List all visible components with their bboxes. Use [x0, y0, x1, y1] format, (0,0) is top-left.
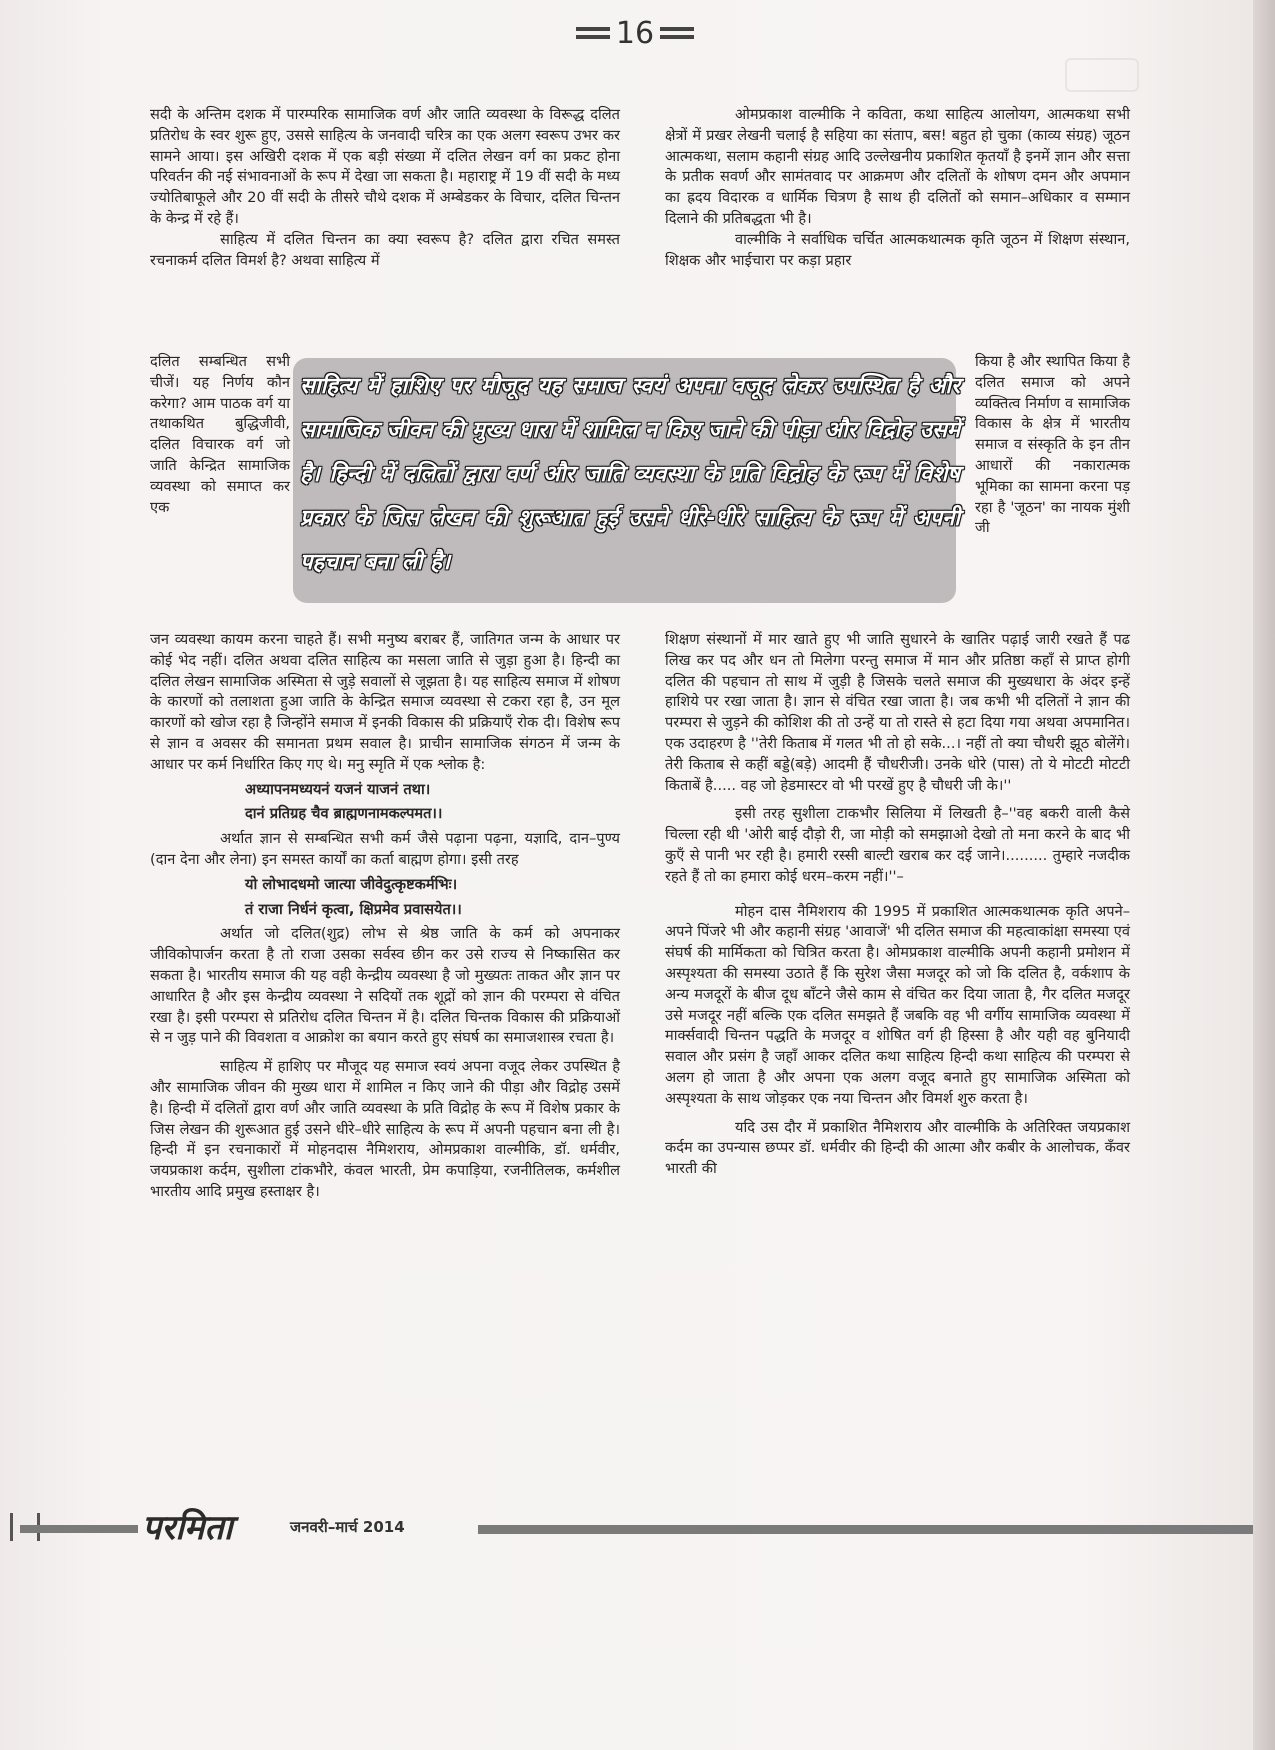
paragraph: ओमप्रकाश वाल्मीकि ने कविता, कथा साहित्य आलोयग, आत्मकथा सभी क्षेत्रों में प्रखर लेखनी चलाई है सहिया का संताप, बस! बहुत हो चुका (काव्य संग्रह) जूठन आत्मकथा, सलाम कहानी संग्रह आदि उल्लेखनीय प्रकाशित कृतयाँ है इनमें ज्ञान और सत्ता के प्रतीक सवर्ण और सामंतवाद पर आक्रमण और दलितों के शोषण दमन और अपमान का ह्रदय विदारक व धार्मिक चित्रण है साथ ही दलितों को समान–अधिकार व सम्मान दिलाने की प्रतिबद्धता भी है।	[665, 106, 1130, 227]
sanskrit-verse: दानं प्रतिग्रह चैव ब्राह्मणनामकल्पमत।।	[245, 805, 443, 823]
right-wrap-text	[975, 352, 1130, 539]
wrap-text: किया है और स्थापित किया है दलित समाज को अपने व्यक्तित्व निर्माण व सामाजिक विकास के क्षेत्र में भारतीय समाज व संस्कृति के इन तीन आधारों की नकारात्मक भूमिका का सामना करना पड़ रहा है 'जूठन' का नायक मुंशी जी	[975, 353, 1130, 537]
page-footer	[0, 1503, 1275, 1553]
page-gutter	[1253, 0, 1275, 1750]
paragraph: अर्थात जो दलित(शुद्र) लोभ से श्रेष्ठ जाति के कर्म को अपनाकर जीविकोपार्जन करता है तो राजा उसका सर्वस्व छीन कर उसे राज्य से निष्कासित कर सकता है। भारतीय समाज की यह वही केन्द्रीय व्यवस्था है जो मुख्यतः ताकत और ज्ञान पर आधारित है और इस केन्द्रीय व्यवस्था ने सदियों तक शूद्रों को ज्ञान की परम्परा से वंचित रखा है। इसी परम्परा से प्रतिरोध दलित चिन्तन में है। दलित चिन्तक विकास की प्रक्रियाओं से न जुड़ पाने की विवशता व आक्रोश का बयान करते हुए संघर्ष का समाजशास्त्र रचता है।	[150, 925, 620, 1047]
paragraph: जन व्यवस्था कायम करना चाहते हैं। सभी मनुष्य बराबर हैं, जातिगत जन्म के आधार पर कोई भेद नहीं। दलित अथवा दलित साहित्य का मसला जाति से जुड़ा हुआ है। हिन्दी का दलित लेखन सामाजिक अस्मिता से जुड़े सवालों से जूझता है। यह साहित्य समाज में शोषण के कारणों को तलाशता हुआ जाति के केन्द्रित समाज व्यवस्था से टकरा रहा है, उन मूल कारणों को खोज रहा है जिन्होंने समाज में इनकी विकास की प्रक्रियाएँ रोक दी। विशेष रूप से ज्ञान व अवसर की समानता प्रथम सवाल है। प्राचीन सामाजिक संगठन में जन्म के आधार पर कर्म निर्धारित किए गए थे। मनु स्मृति में एक श्लोक है:	[150, 631, 620, 773]
paragraph: वाल्मीकि ने सर्वाधिक चर्चित आत्मकथात्मक कृति जूठन में शिक्षण संस्थान, शिक्षक और भाईचारा पर कड़ा प्रहार	[665, 230, 1130, 269]
wrap-text: दलित सम्बन्धित सभी चीजें। यह निर्णय कौन करेगा? आम पाठक वर्ग या तथाकथित बुद्धिजीवी, दलित विचारक वर्ग जो जाति केन्द्रित सामाजिक व्यवस्था को समाप्त कर एक	[150, 353, 290, 516]
left-column-top	[150, 105, 620, 271]
paragraph: यदि उस दौर में प्रकाशित नैमिशराय और वाल्मीकि के अतिरिक्त जयप्रकाश कर्दम का उपन्यास छप्पर डॉ. धर्मवीर की हिन्दी की आत्मा और कबीर के आलोचक, कँवर भारती की	[665, 1118, 1130, 1178]
left-wrap-text	[150, 352, 290, 518]
paragraph: मोहन दास नैमिशराय की 1995 में प्रकाशित आत्मकथात्मक कृति अपने–अपने पिंजरे भी और कहानी संग्रह 'आवाजें' भी दलित समाज की महत्वाकांक्षा समस्या एवं संघर्ष की मार्मिकता को चित्रित करता है। ओमप्रकाश वाल्मीकि अपनी कहानी प्रमोशन में अस्पृश्यता की समस्या उठाते हैं कि सुरेश जैसा मजदूर को जो कि दलित है, वर्कशाप के अन्य मजदूरों के बीज दूध बाँटने जैसे काम से वंचित कर दिया जाता है, गैर दलित मजदूर उसे मजदूर नहीं बल्कि एक दलित समझते हैं जबकि वह भी वर्गीय सामाजिक व्यवस्था में मार्क्सवादी चिन्तन पद्धति के मजदूर व शोषित वर्ग ही हिस्सा है और यही वह बुनियादी सवाल और प्रसंग है जहाँ आकर दलित कथा साहित्य हिन्दी कथा साहित्य की परम्परा से अलग हो जाता है और अपना एक अलग वजूद बनाते हुए सामाजिक अस्मिता को अस्पृश्यता के साथ जोड़कर एक नया चिन्तन और विमर्श शुरु करता है।	[665, 902, 1130, 1107]
paragraph: शिक्षण संस्थानों में मार खाते हुए भी जाति सुधारने के खातिर पढ़ाई जारी रखते हैं पढ लिख कर पद और धन तो मिलेगा परन्तु समाज में मान और प्रतिष्ठा कहाँ से प्राप्त होगी दलित की पहचान तो साथ में जुड़ी है जिसके चलते समाज की मुख्यधारा के अंदर इन्हें हाशिये पर रखा जाता है। ज्ञान से वंचित रखा जाता है। जब कभी भी दलितों ने ज्ञान की परम्परा से जुड़ने की कोशिश की तो उन्हें या तो रास्ते से हटा दिया गया अथवा अपमानित। एक उदाहरण है ''तेरी किताब में गलत भी तो हो सके...। नहीं तो क्या चौधरी झूठ बोलेंगे। तेरी किताब से कहीं बड्डे(बड़े) आदमी हैं चौधरीजी। उनके धोरे (पास) तो ये मोटटी मोटटी किताबें है..... वह जो हेडमास्टर वो भी परखें हुए है चौधरी जी के।''	[665, 631, 1130, 794]
left-column	[150, 630, 620, 1203]
page-number-ornament	[570, 12, 700, 54]
paragraph: सदी के अन्तिम दशक में पारम्परिक सामाजिक वर्ण और जाति व्यवस्था के विरूद्ध दलित प्रतिरोध के स्वर शुरू हुए, उससे साहित्य के जनवादी चरित्र का एक अलग स्वरूप उभर कर सामने आया। इस अखिरी दशक में एक बड़ी संख्या में दलित लेखन वर्ग का प्रकट होना परिवर्तन की नई संभावनाओं के रूप में देखा जा सकता है। महाराष्ट्र में 19 वीं सदी के मध्य ज्योतिबाफूले और 20 वीं सदी के तीसरे चौथे दशक में अम्बेडकर के विचार, दलित चिन्तन के केन्द्र में रहे हैं।	[150, 106, 620, 227]
sanskrit-verse: अध्यापनमध्ययनं यजनं याजनं तथा।	[245, 780, 431, 798]
sanskrit-verse: यो लोभादधमो जात्या जीवेदुत्कृष्टकर्मभिः।	[245, 875, 458, 893]
footer-right-rule	[478, 1525, 1253, 1534]
page-number: 16	[615, 15, 655, 51]
magazine-name: परमिता	[142, 1508, 233, 1548]
issue-date: जनवरी–मार्च 2014	[290, 1518, 405, 1536]
ornament-left-bar	[576, 27, 610, 31]
paragraph: साहित्य में हाशिए पर मौजूद यह समाज स्वयं अपना वजूद लेकर उपस्थित है और सामाजिक जीवन की मुख्य धारा में शामिल न किए जाने की पीड़ा और विद्रोह उसमें है। हिन्दी में दलितों द्वारा वर्ण और जाति व्यवस्था के प्रति विद्रोह के रूप में विशेष प्रकार के जिस लेखन की शुरूआत हुई उसने धीरे–धीरे साहित्य के रूप में अपनी पहचान बना ली है। हिन्दी में इन रचनाकारों में मोहनदास नैमिशराय, ओमप्रकाश वाल्मीकि, डॉ. धर्मवीर, जयप्रकाश कर्दम, सुशीला टांकभौरे, कंवल भारती, प्रेम कपाड़िया, रजनीतिलक, कर्मशील भारतीय आदि प्रमुख हस्ताक्षर है।	[150, 1058, 620, 1200]
right-column-top	[665, 105, 1130, 271]
paragraph: अर्थात ज्ञान से सम्बन्धित सभी कर्म जैसे पढ़ाना पढ़ना, यज्ञादि, दान–पुण्य (दान देना और लेना) इन समस्त कार्यों का कर्ता बाह्मण होगा। इसी तरह	[150, 830, 620, 868]
sanskrit-verse: तं राजा निर्धनं कृत्वा, क्षिप्रमेव प्रवासयेत।।	[245, 900, 462, 918]
footer-left-rule	[20, 1525, 138, 1533]
right-column	[665, 630, 1130, 1180]
ornament-right-bar	[660, 27, 694, 31]
paragraph: इसी तरह सुशीला टाकभौर सिलिया में लिखती है–''वह बकरी वाली कैसे चिल्ला रही थी 'ओरी बाई दौड़ो री, जा मोड़ी को समझाओ देखो तो मना करने के बाद भी कुएँ से पानी भर रही है। हमारी रस्सी बाल्टी खराब कर दई जाने।......... तुम्हारे नजदीक रहते हैं तो का हमारा कोई धरम–करम नहीं।''–	[665, 805, 1130, 885]
paragraph: साहित्य में दलित चिन्तन का क्या स्वरूप है? दलित द्वारा रचित समस्त रचनाकर्म दलित विमर्श है? अथवा साहित्य में	[150, 230, 620, 269]
pull-quote: साहित्य में हाशिए पर मौजूद यह समाज स्वयं अपना वजूद लेकर उपस्थित है और सामाजिक जीवन की मुख्य धारा में शामिल न किए जाने की पीड़ा और विद्रोह उसमें है। हिन्दी में दलितों द्वारा वर्ण और जाति व्यवस्था के प्रति विद्रोह के रूप में विशेष प्रकार के जिस लेखन की शुरूआत हुई उसने धीरे-धीरे साहित्य के रूप में अपनी पहचान बना ली है।	[300, 374, 960, 575]
section-tag-ghost	[1065, 58, 1139, 92]
